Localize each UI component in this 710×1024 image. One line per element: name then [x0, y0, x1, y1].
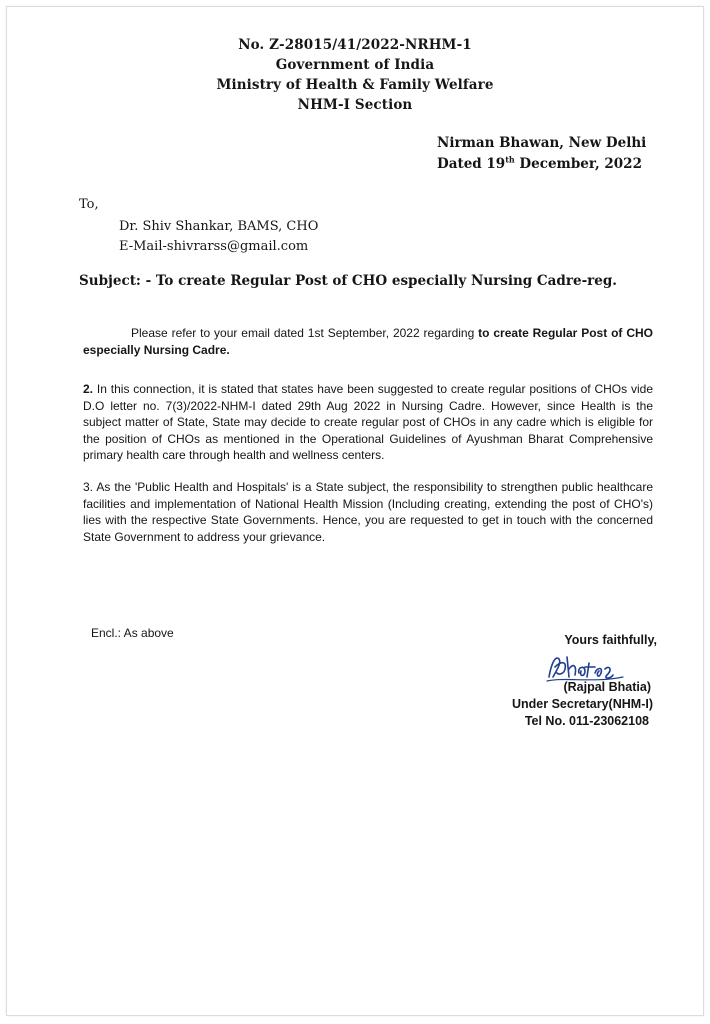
paragraph-1-bold: to create Regular Post of CHO especially Nursing Cadre.	[83, 326, 653, 357]
letter-header	[7, 35, 703, 115]
closing-line: Yours faithfully,	[564, 633, 657, 647]
date-line	[437, 154, 646, 175]
to-label: To,	[79, 197, 99, 212]
section-line: NHM-I Section	[297, 97, 413, 113]
paragraph-3: 3. As the 'Public Health and Hospitals' is a State subject, the responsibility to strengthen public healthcare facilities and implementation of National Health Mission (Including creating, extending the post of CHO's) lies with the respective State Governments. Hence, you are requested to get in touch with the concerned State Government to address your grievance.	[83, 480, 653, 544]
enclosure-note: Encl.: As above	[91, 626, 174, 640]
subject-line: Subject: - To create Regular Post of CHO especially Nursing Cadre-reg.	[79, 273, 618, 289]
place-line: Nirman Bhawan, New Delhi	[437, 135, 647, 151]
file-number: No. Z-28015/41/2022-NRHM-1	[238, 37, 472, 53]
date-ordinal: th	[505, 154, 515, 165]
recipient-block	[119, 217, 318, 257]
ministry-line: Ministry of Health & Family Welfare	[216, 77, 494, 93]
paragraph-2-number: 2.	[83, 382, 94, 396]
paragraph-1	[83, 325, 653, 358]
paragraph-2	[83, 381, 653, 464]
recipient-email: E-Mail-shivrarss@gmail.com	[119, 239, 309, 254]
letter-page	[6, 6, 704, 1016]
date-prefix: Dated 19	[437, 156, 506, 172]
closing-block	[477, 633, 657, 647]
paragraph-2-text: In this connection, it is stated that states have been suggested to create regular positions of CHOs vide D.O letter no. 7(3)/2022-NHM-I dated 29th Aug 2022 in Nursing Cadre. However, since Health is the subject matter of State, State may decide to create regular post of CHOs in any cadre which is eligible for the position of CHOs as mentioned in the Operational Guidelines of Ayushman Bharat Comprehensive primary health care through health and wellness centers.	[83, 382, 653, 462]
signatory-name: (Rajpal Bhatia)	[563, 680, 651, 694]
signatory-designation: Under Secretary(NHM-I)	[511, 697, 653, 711]
place-date-block	[437, 133, 646, 175]
government-line: Government of India	[275, 57, 435, 73]
date-suffix: December, 2022	[514, 156, 642, 172]
signatory-block	[477, 679, 653, 730]
recipient-name: Dr. Shiv Shankar, BAMS, CHO	[119, 219, 319, 234]
paragraph-1-text: Please refer to your email dated 1st September, 2022 regarding	[131, 326, 479, 340]
signatory-telephone: Tel No. 011-23062108	[524, 714, 649, 728]
